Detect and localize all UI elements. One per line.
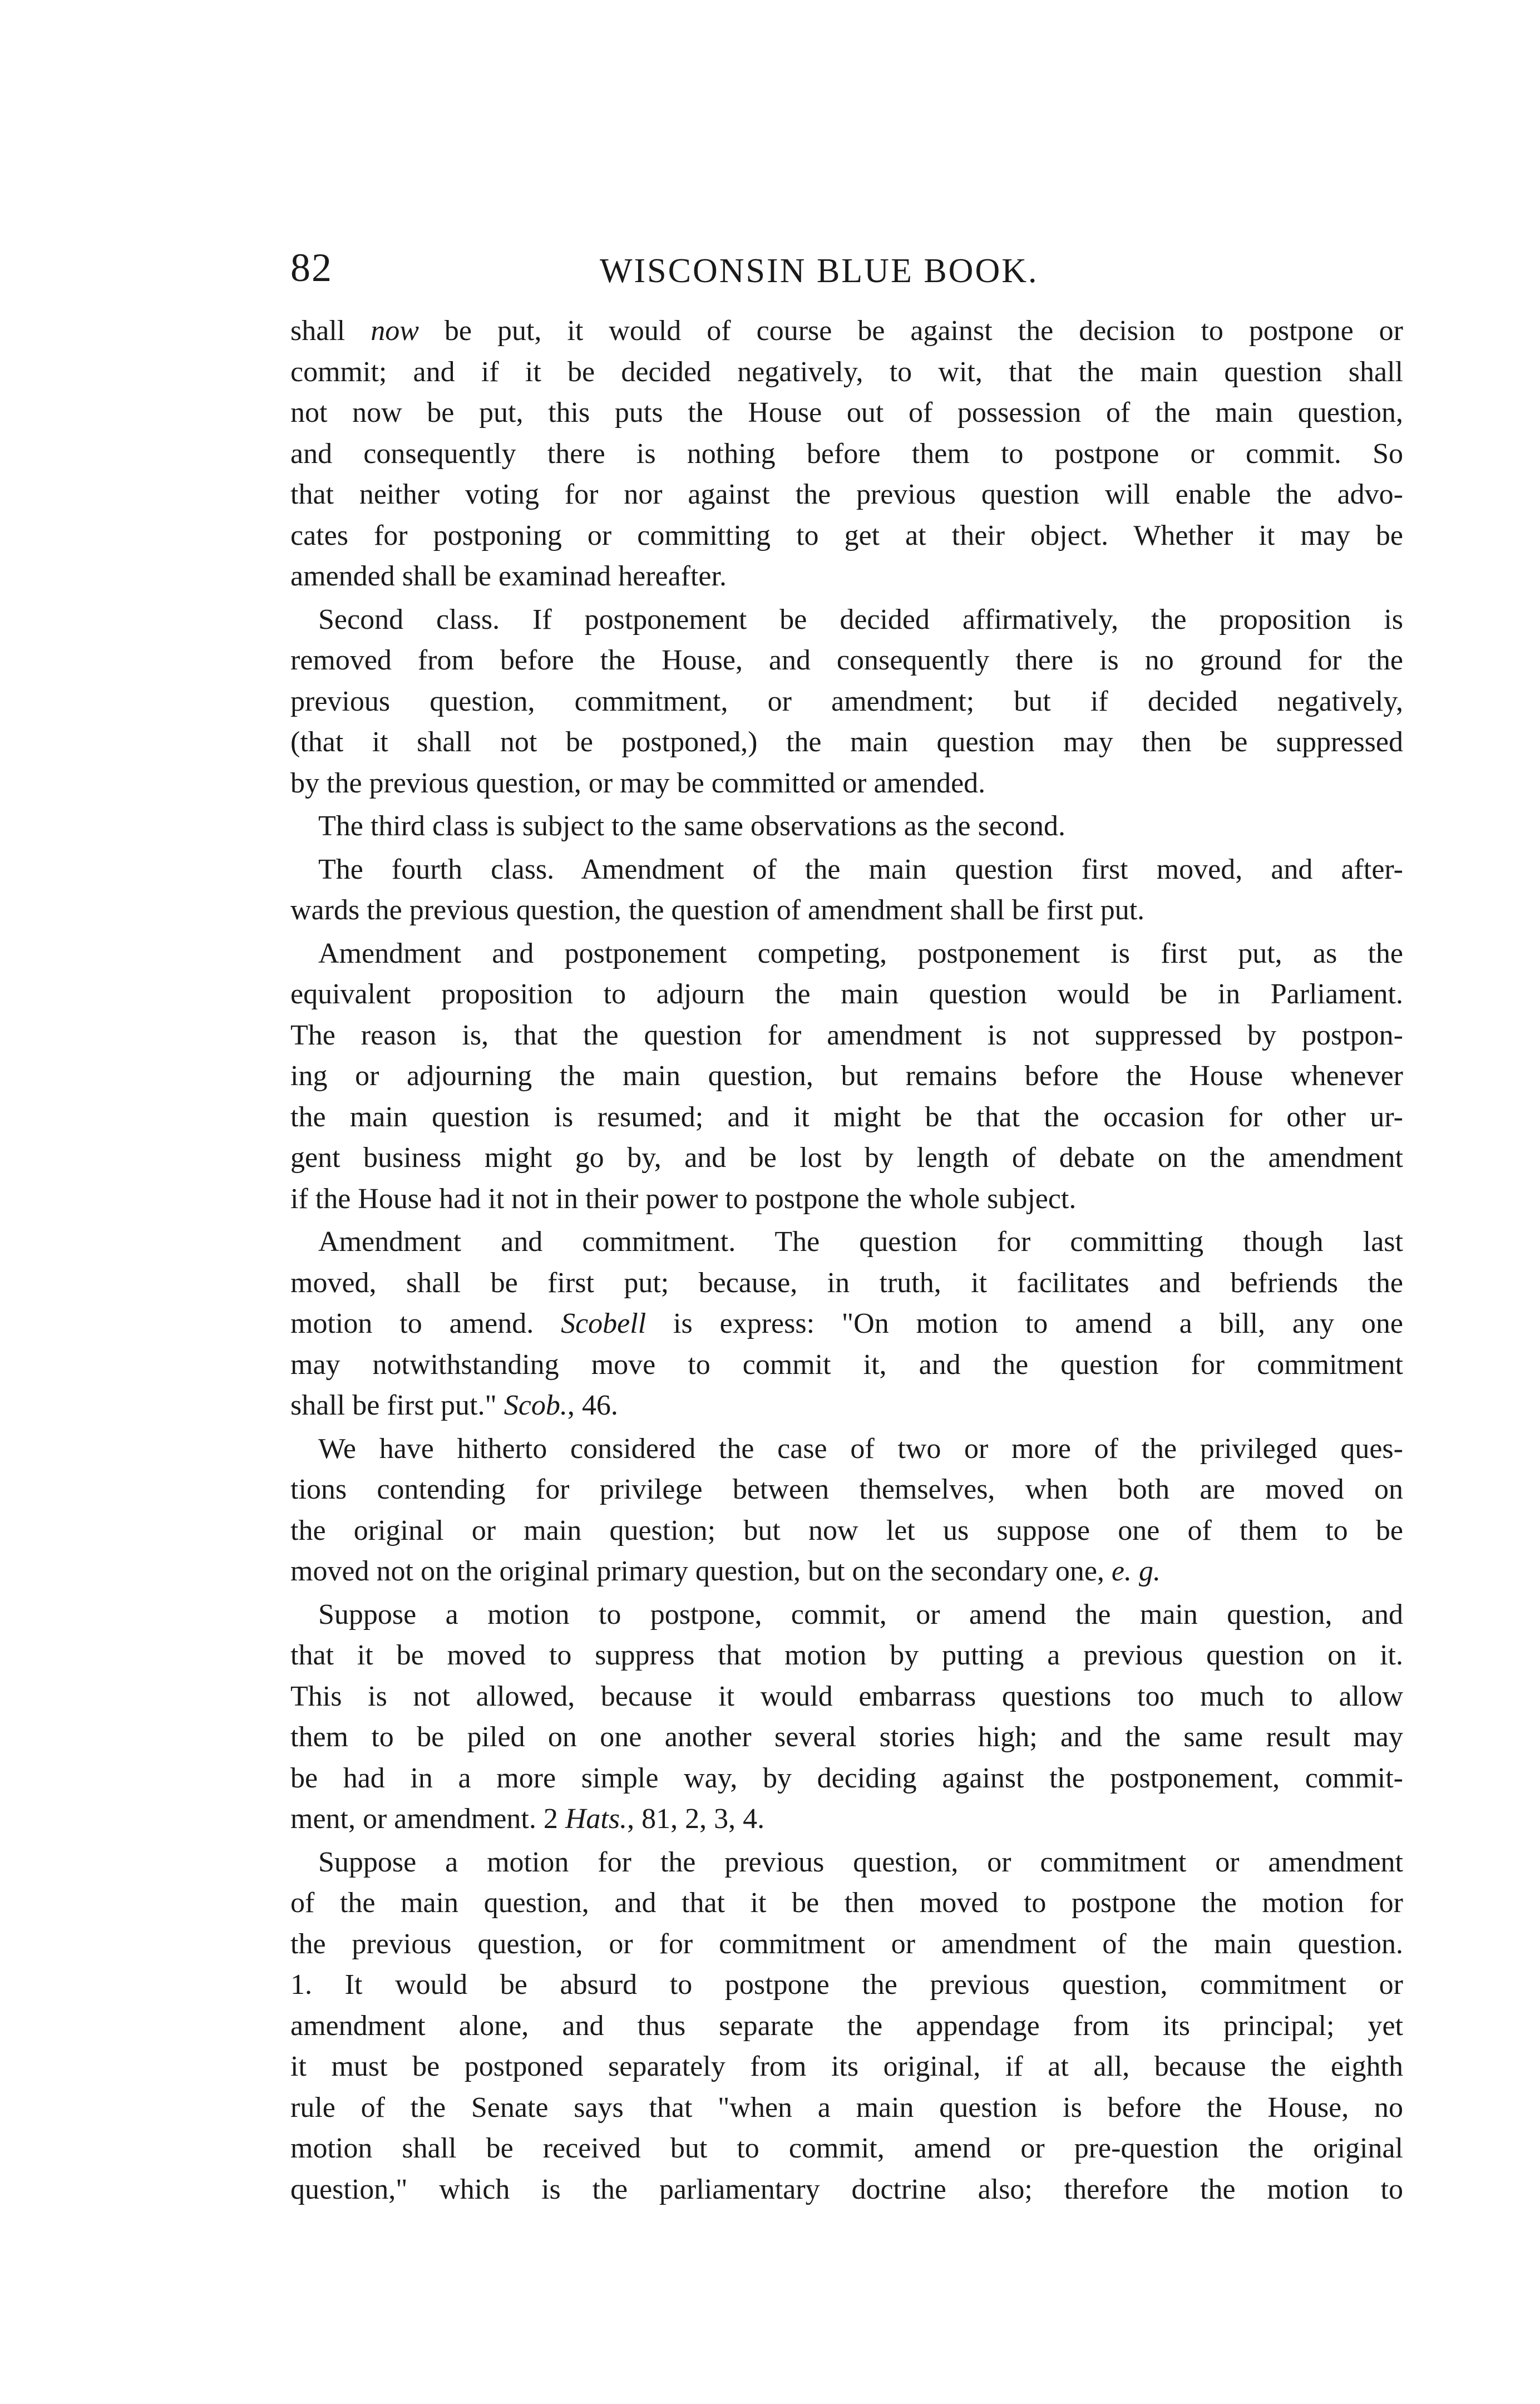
- page-header: [290, 243, 1403, 293]
- paragraph: [290, 1594, 1403, 1840]
- text-line: Suppose a motion for the previous question, or commitment or amendment: [318, 1846, 1403, 1878]
- text-line: and consequently there is nothing before them to postpone or commit. So: [290, 437, 1403, 470]
- text-line: them to be piled on one another several stories high; and the same result may: [290, 1721, 1403, 1753]
- paragraph: [290, 599, 1403, 804]
- text-line: (that it shall not be postponed,) the main question may then be suppressed: [290, 726, 1403, 758]
- text-line: if the House had it not in their power to postpone the whole subject.: [290, 1183, 1077, 1215]
- text-line: tions contending for privilege between themselves, when both are moved on: [290, 1474, 1403, 1505]
- text-line: gent business might go by, and be lost by length of debate on the amendment: [290, 1142, 1403, 1174]
- paragraph: [290, 311, 1403, 597]
- text-line: Amendment and postponement competing, postponement is first put, as the: [318, 937, 1403, 969]
- text-line: cates for postponing or committing to get at their object. Whether it may be: [290, 519, 1403, 551]
- text-line: motion to amend. Scobell is express: "On motion to amend a bill, any one: [290, 1308, 1403, 1339]
- text-line: We have hitherto considered the case of two or more of the privileged ques-: [318, 1432, 1403, 1465]
- text-line: the original or main question; but now let us suppose one of them to be: [290, 1514, 1403, 1546]
- text-line: be had in a more simple way, by deciding against the postponement, commit-: [290, 1762, 1403, 1794]
- running-title: WISCONSIN BLUE BOOK.: [600, 252, 1039, 290]
- text-line: the main question is resumed; and it might be that the occasion for other ur-: [290, 1101, 1403, 1133]
- text-line: not now be put, this puts the House out of possession of the main question,: [290, 397, 1403, 428]
- text-line: commit; and if it be decided negatively, to wit, that the main question shall: [290, 356, 1403, 388]
- text-line: removed from before the House, and consequently there is no ground for the: [290, 644, 1403, 676]
- text-line: the previous question, or for commitment or amendment of the main question.: [290, 1928, 1403, 1960]
- text-line: rule of the Senate says that "when a main question is before the House, no: [290, 2091, 1403, 2124]
- text-line: The reason is, that the question for amendment is not suppressed by postpon-: [290, 1019, 1403, 1051]
- text-line: amended shall be examinad hereafter.: [290, 560, 727, 592]
- text-line: This is not allowed, because it would embarrass questions too much to allow: [290, 1680, 1403, 1712]
- text-line: shall be first put." Scob., 46.: [290, 1390, 618, 1421]
- paragraph: [290, 806, 1403, 847]
- text-line: previous question, commitment, or amendment; but if decided negatively,: [290, 685, 1403, 717]
- text-line: shall now be put, it would of course be against the decision to postpone or: [290, 315, 1404, 347]
- text-line: 1. It would be absurd to postpone the previous question, commitment or: [290, 1969, 1403, 2001]
- paragraph: [290, 1842, 1403, 2210]
- paragraph: [290, 849, 1403, 931]
- text-line: that it be moved to suppress that motion by putting a previous question on it.: [290, 1639, 1403, 1671]
- text-line: equivalent proposition to adjourn the main question would be in Parliament.: [290, 978, 1403, 1010]
- text-line: ment, or amendment. 2 Hats., 81, 2, 3, 4.: [290, 1803, 765, 1835]
- text-line: Amendment and commitment. The question for committing though last: [318, 1226, 1403, 1258]
- text-line: that neither voting for nor against the previous question will enable the advo-: [290, 479, 1403, 510]
- text-line: moved not on the original primary question, but on the secondary one, e. g.: [290, 1555, 1161, 1587]
- text-line: The fourth class. Amendment of the main question first moved, and after-: [318, 853, 1403, 885]
- text-line: Second class. If postponement be decided affirmatively, the proposition is: [318, 603, 1403, 636]
- text-line: amendment alone, and thus separate the appendage from its principal; yet: [290, 2009, 1403, 2042]
- text-line: The third class is subject to the same observations as the second.: [318, 810, 1066, 842]
- text-line: ing or adjourning the main question, but remains before the House whenever: [290, 1060, 1403, 1092]
- text-line: motion shall be received but to commit, amend or pre-question the original: [290, 2132, 1403, 2164]
- text-line: may notwithstanding move to commit it, and the question for commitment: [290, 1348, 1403, 1381]
- text-line: by the previous question, or may be committed or amended.: [290, 767, 986, 799]
- text-line: it must be postponed separately from its original, if at all, because the eighth: [290, 2051, 1403, 2082]
- text-line: moved, shall be first put; because, in truth, it facilitates and befriends the: [290, 1267, 1403, 1299]
- text-line: wards the previous question, the question of amendment shall be first put.: [290, 894, 1145, 926]
- text-line: Suppose a motion to postpone, commit, or amend the main question, and: [318, 1598, 1403, 1630]
- text-line: of the main question, and that it be then moved to postpone the motion for: [290, 1887, 1403, 1919]
- paragraph: [290, 1221, 1403, 1426]
- text-line: question," which is the parliamentary doctrine also; therefore the motion to: [290, 2173, 1403, 2205]
- body-text: [290, 311, 1403, 2210]
- paragraph: [290, 1428, 1403, 1592]
- paragraph: [290, 933, 1403, 1220]
- page-number: 82: [290, 245, 333, 290]
